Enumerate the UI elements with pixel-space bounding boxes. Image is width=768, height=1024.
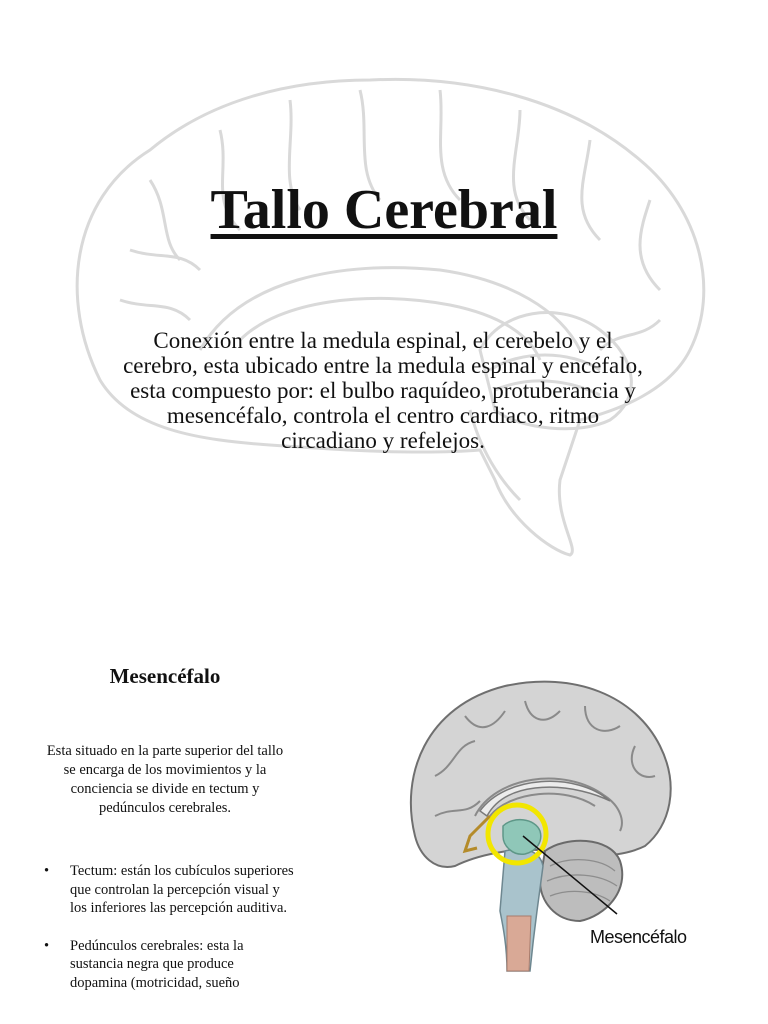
bullet-text: Tectum: están los cubículos superiores que controlan la percepción visual y los inferiores las percepción auditiva. — [70, 863, 294, 916]
bullet-text: Pedúnculos cerebrales: esta la sustancia negra que produce dopamina (motricidad, sueño — [70, 937, 244, 991]
bullet-list — [44, 862, 294, 1011]
intro-paragraph: Conexión entre la medula espinal, el cerebelo y el cerebro, esta ubicado entre la medula espinal y encéfalo, esta compuesto por: el bulbo raquídeo, protuberancia y mesencéfalo, controla el centro cardiaco, ritmo circadiano y refelejos. — [123, 328, 643, 453]
slide-title: Tallo Cerebral — [210, 179, 558, 241]
figure-label: Mesencéfalo — [590, 927, 687, 947]
bullet-icon: • — [44, 937, 50, 954]
bullet-icon: • — [44, 863, 50, 879]
section-title: Mesencéfalo — [109, 664, 221, 688]
description-paragraph: Esta situado en la parte superior del tallo se encarga de los movimientos y la conciencia se divide en tectum y pedúnculos cerebrales. — [46, 743, 284, 816]
brain-background-illustration — [40, 50, 740, 570]
list-item — [44, 862, 294, 918]
list-item — [44, 937, 294, 993]
